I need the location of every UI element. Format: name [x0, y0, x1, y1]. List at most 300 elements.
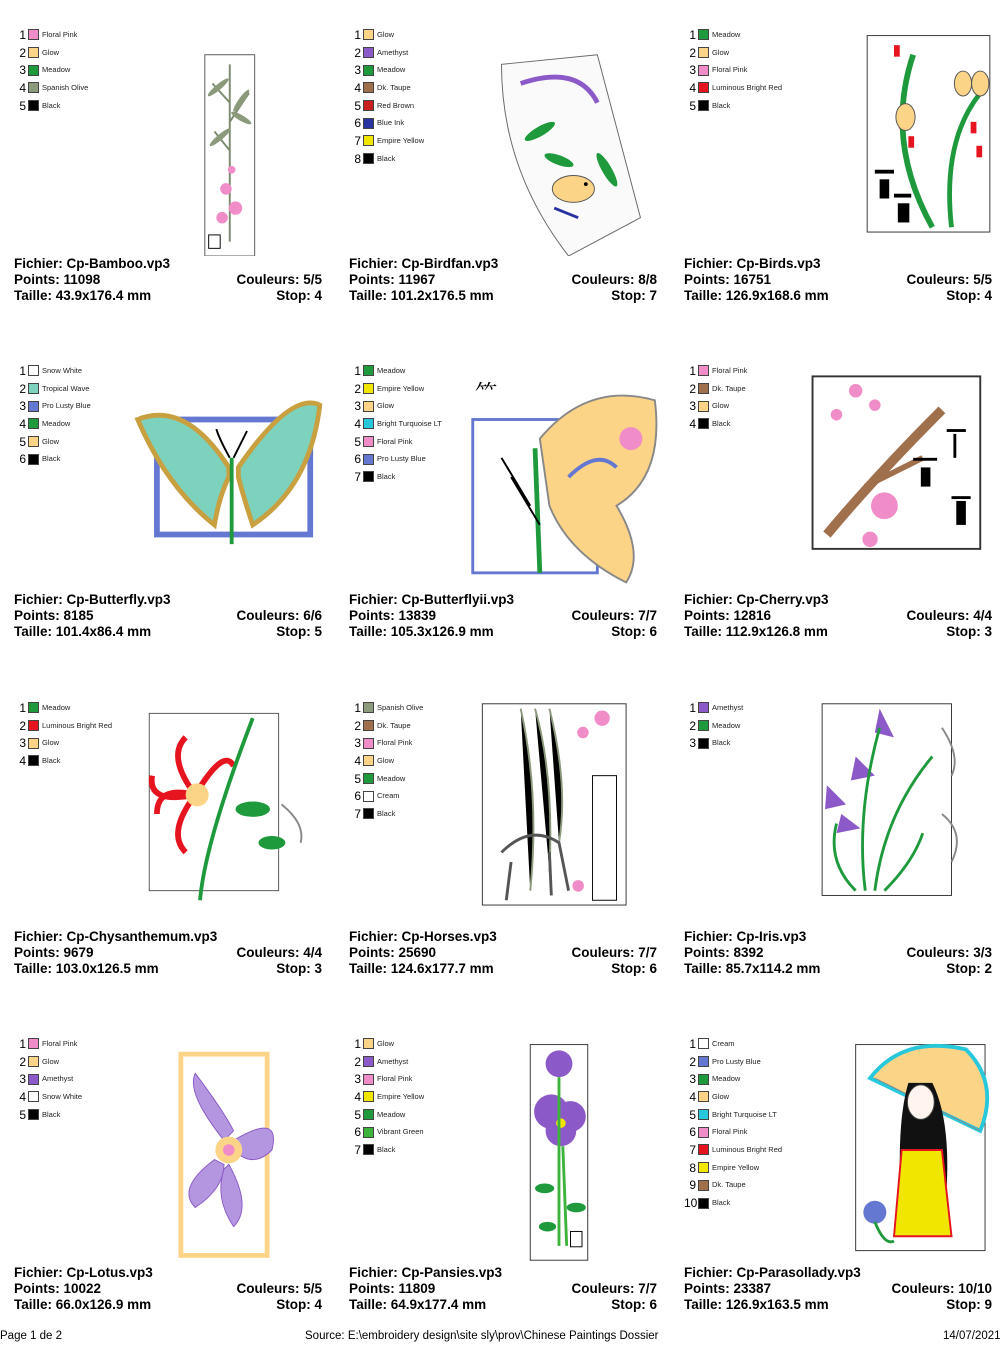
color-number: 1 [19, 700, 26, 715]
color-swatch [698, 401, 709, 412]
design-card-parasollady [684, 1035, 994, 1335]
color-swatch [698, 1109, 709, 1120]
design-info [684, 929, 992, 977]
color-number: 5 [689, 98, 696, 113]
color-swatch [363, 436, 374, 447]
color-name: Black [377, 471, 396, 481]
color-swatch [363, 29, 374, 40]
color-number: 2 [354, 381, 361, 396]
color-name: Empire Yellow [377, 383, 425, 393]
color-name: Black [42, 100, 61, 110]
color-number: 4 [354, 80, 361, 95]
color-name: Meadow [42, 65, 71, 75]
color-number: 4 [19, 1089, 26, 1104]
color-number: 3 [689, 736, 696, 751]
color-name: Dk. Taupe [377, 720, 411, 730]
color-name: Snow White [42, 1091, 83, 1101]
color-name: Meadow [377, 773, 406, 783]
color-swatch [28, 418, 39, 429]
color-name: Black [42, 454, 61, 464]
design-card-butterflyii [349, 362, 659, 662]
color-swatch [363, 791, 374, 802]
colors-count: Couleurs: 10/10 [891, 1281, 992, 1296]
design-thumbnail [124, 699, 324, 929]
color-swatch [698, 1180, 709, 1191]
design-size: Taille: 105.3x126.9 mm [349, 624, 494, 639]
stop-count: Stop: 7 [611, 288, 657, 303]
design-size: Taille: 112.9x126.8 mm [684, 624, 828, 639]
file-name: Fichier: Cp-Birdfan.vp3 [349, 256, 499, 271]
color-swatch [363, 1109, 374, 1120]
color-name: Vibrant Green [377, 1127, 424, 1137]
color-number: 4 [354, 753, 361, 768]
design-info [684, 256, 992, 304]
color-number: 1 [19, 27, 26, 42]
color-number: 5 [19, 434, 26, 449]
color-swatch [28, 100, 39, 111]
color-swatch [363, 702, 374, 713]
file-name: Fichier: Cp-Horses.vp3 [349, 929, 497, 944]
design-info [349, 592, 657, 640]
points-count: Points: 8185 [14, 608, 94, 623]
color-swatch [698, 738, 709, 749]
color-number: 6 [354, 789, 361, 804]
colors-count: Couleurs: 7/7 [571, 608, 657, 623]
color-swatch [363, 471, 374, 482]
color-swatch [363, 135, 374, 146]
color-swatch [698, 418, 709, 429]
color-number: 1 [354, 363, 361, 378]
color-name: Glow [712, 47, 730, 57]
color-number: 6 [689, 1125, 696, 1140]
color-name: Glow [377, 755, 395, 765]
design-card-lotus [14, 1035, 324, 1335]
color-number: 7 [354, 806, 361, 821]
color-swatch [363, 808, 374, 819]
color-swatch [698, 1127, 709, 1138]
source-path: Source: E:\embroidery design\site sly\prov\Chinese Paintings Dossier [305, 1330, 659, 1342]
color-number: 2 [689, 718, 696, 733]
color-swatch [28, 65, 39, 76]
color-number: 3 [354, 1072, 361, 1087]
design-card-iris [684, 699, 994, 999]
color-number: 4 [354, 416, 361, 431]
color-number: 4 [19, 416, 26, 431]
color-number: 2 [19, 1054, 26, 1069]
color-swatch [698, 702, 709, 713]
design-info [14, 929, 322, 977]
design-thumbnail [124, 1035, 324, 1265]
color-number: 1 [354, 700, 361, 715]
colors-count: Couleurs: 4/4 [906, 608, 992, 623]
color-number: 1 [354, 27, 361, 42]
color-name: Floral Pink [377, 738, 413, 748]
color-swatch [698, 1091, 709, 1102]
stop-count: Stop: 2 [946, 961, 992, 976]
design-info [14, 1265, 322, 1313]
design-size: Taille: 64.9x177.4 mm [349, 1297, 487, 1312]
color-number: 8 [354, 151, 361, 166]
design-size: Taille: 101.2x176.5 mm [349, 288, 494, 303]
color-name: Glow [42, 47, 60, 57]
color-name: Floral Pink [712, 65, 748, 75]
color-number: 2 [19, 718, 26, 733]
color-name: Meadow [377, 365, 406, 375]
design-thumbnail [459, 362, 659, 592]
colors-count: Couleurs: 6/6 [236, 608, 322, 623]
color-name: Meadow [377, 1109, 406, 1119]
design-size: Taille: 43.9x176.4 mm [14, 288, 152, 303]
color-name: Dk. Taupe [377, 82, 411, 92]
design-thumbnail [794, 26, 994, 256]
design-size: Taille: 66.0x126.9 mm [14, 1297, 152, 1312]
color-swatch [698, 82, 709, 93]
points-count: Points: 11809 [349, 1281, 436, 1296]
color-number: 3 [19, 1072, 26, 1087]
color-number: 5 [354, 98, 361, 113]
color-swatch [363, 1056, 374, 1067]
color-number: 2 [354, 45, 361, 60]
file-name: Fichier: Cp-Chysanthemum.vp3 [14, 929, 218, 944]
color-number: 7 [354, 469, 361, 484]
color-swatch [363, 65, 374, 76]
color-name: Meadow [712, 29, 741, 39]
color-number: 1 [19, 363, 26, 378]
color-number: 9 [689, 1178, 696, 1193]
design-size: Taille: 103.0x126.5 mm [14, 961, 159, 976]
color-name: Cream [377, 791, 400, 801]
color-swatch [28, 755, 39, 766]
color-number: 2 [689, 381, 696, 396]
color-number: 1 [689, 700, 696, 715]
points-count: Points: 23387 [684, 1281, 772, 1296]
color-swatch [28, 1038, 39, 1049]
color-number: 3 [19, 63, 26, 78]
color-name: Glow [377, 401, 395, 411]
color-name: Red Brown [377, 100, 415, 110]
design-info [349, 929, 657, 977]
color-number: 4 [19, 753, 26, 768]
color-name: Glow [377, 1038, 395, 1048]
color-name: Black [42, 755, 61, 765]
design-thumbnail [794, 699, 994, 929]
print-date: 14/07/2021 [943, 1330, 1001, 1342]
color-name: Empire Yellow [377, 135, 425, 145]
design-info [14, 256, 322, 304]
design-thumbnail [124, 362, 324, 592]
color-swatch [363, 383, 374, 394]
color-number: 2 [19, 45, 26, 60]
design-info [349, 256, 657, 304]
color-number: 5 [689, 1107, 696, 1122]
design-card-bamboo [14, 26, 324, 326]
color-number: 2 [689, 45, 696, 60]
color-name: Spanish Olive [42, 82, 89, 92]
color-name: Blue Ink [377, 118, 405, 128]
color-swatch [363, 82, 374, 93]
color-name: Floral Pink [377, 436, 413, 446]
color-swatch [28, 1074, 39, 1085]
page-number: Page 1 de 2 [0, 1330, 63, 1342]
color-number: 3 [354, 399, 361, 414]
design-card-birdfan [349, 26, 659, 326]
color-swatch [363, 720, 374, 731]
design-thumbnail [459, 1035, 659, 1265]
design-thumbnail [794, 1035, 994, 1265]
color-number: 1 [689, 363, 696, 378]
color-swatch [28, 702, 39, 713]
color-swatch [363, 365, 374, 376]
color-swatch [698, 1056, 709, 1067]
color-number: 3 [19, 736, 26, 751]
points-count: Points: 12816 [684, 608, 772, 623]
color-swatch [363, 118, 374, 129]
color-swatch [363, 153, 374, 164]
color-number: 4 [354, 1089, 361, 1104]
color-name: Pro Lusty Blue [377, 454, 426, 464]
color-name: Meadow [42, 702, 71, 712]
color-number: 2 [19, 381, 26, 396]
color-name: Bright Turquoise LT [377, 418, 442, 428]
color-swatch [698, 29, 709, 40]
color-name: Dk. Taupe [712, 1180, 746, 1190]
points-count: Points: 10022 [14, 1281, 102, 1296]
stop-count: Stop: 3 [276, 961, 322, 976]
design-thumbnail [794, 362, 994, 592]
color-swatch [363, 755, 374, 766]
color-name: Floral Pink [712, 1127, 748, 1137]
stop-count: Stop: 5 [276, 624, 322, 639]
color-number: 8 [689, 1160, 696, 1175]
color-name: Floral Pink [377, 1074, 413, 1084]
design-card-horses [349, 699, 659, 999]
points-count: Points: 9679 [14, 945, 94, 960]
color-swatch [28, 29, 39, 40]
design-card-birds [684, 26, 994, 326]
color-number: 3 [689, 399, 696, 414]
color-name: Black [712, 100, 731, 110]
color-number: 4 [689, 416, 696, 431]
color-name: Glow [377, 29, 395, 39]
color-swatch [698, 1074, 709, 1085]
color-number: 1 [354, 1036, 361, 1051]
color-swatch [363, 418, 374, 429]
color-swatch [363, 401, 374, 412]
file-name: Fichier: Cp-Lotus.vp3 [14, 1265, 153, 1280]
color-number: 3 [689, 1072, 696, 1087]
file-name: Fichier: Cp-Iris.vp3 [684, 929, 807, 944]
colors-count: Couleurs: 7/7 [571, 945, 657, 960]
stop-count: Stop: 4 [276, 1297, 322, 1312]
file-name: Fichier: Cp-Parasollady.vp3 [684, 1265, 861, 1280]
color-name: Floral Pink [712, 365, 748, 375]
points-count: Points: 13839 [349, 608, 437, 623]
file-name: Fichier: Cp-Butterflyii.vp3 [349, 592, 515, 607]
color-name: Empire Yellow [377, 1091, 425, 1101]
color-name: Luminous Bright Red [712, 1144, 783, 1154]
color-swatch [363, 47, 374, 58]
color-name: Amethyst [42, 1074, 74, 1084]
color-name: Black [712, 1198, 731, 1208]
color-swatch [698, 1144, 709, 1155]
points-count: Points: 16751 [684, 272, 772, 287]
color-name: Glow [42, 738, 60, 748]
design-size: Taille: 126.9x168.6 mm [684, 288, 829, 303]
color-name: Black [42, 1109, 61, 1119]
color-number: 6 [354, 452, 361, 467]
color-number: 4 [19, 80, 26, 95]
color-swatch [28, 720, 39, 731]
color-number: 4 [689, 1089, 696, 1104]
color-name: Glow [42, 436, 60, 446]
color-number: 2 [354, 1054, 361, 1069]
design-info [349, 1265, 657, 1313]
design-info [684, 1265, 992, 1313]
color-swatch [698, 100, 709, 111]
color-swatch [28, 365, 39, 376]
design-card-chrysanthemum [14, 699, 324, 999]
color-name: Glow [42, 1056, 60, 1066]
color-name: Spanish Olive [377, 702, 424, 712]
color-number: 5 [19, 1107, 26, 1122]
design-card-butterfly [14, 362, 324, 662]
design-size: Taille: 126.9x163.5 mm [684, 1297, 829, 1312]
colors-count: Couleurs: 8/8 [571, 272, 657, 287]
file-name: Fichier: Cp-Butterfly.vp3 [14, 592, 171, 607]
color-swatch [698, 1162, 709, 1173]
color-number: 6 [354, 1125, 361, 1140]
color-number: 6 [354, 116, 361, 131]
stop-count: Stop: 6 [611, 1297, 657, 1312]
stop-count: Stop: 9 [946, 1297, 992, 1312]
color-number: 3 [689, 63, 696, 78]
color-swatch [698, 1198, 709, 1209]
color-name: Glow [712, 401, 730, 411]
design-size: Taille: 124.6x177.7 mm [349, 961, 494, 976]
color-name: Amethyst [712, 702, 744, 712]
color-swatch [363, 738, 374, 749]
design-card-pansies [349, 1035, 659, 1335]
color-name: Tropical Wave [42, 383, 90, 393]
design-thumbnail [459, 699, 659, 929]
file-name: Fichier: Cp-Pansies.vp3 [349, 1265, 503, 1280]
color-number: 10 [684, 1196, 698, 1211]
stop-count: Stop: 6 [611, 961, 657, 976]
color-number: 3 [19, 399, 26, 414]
stop-count: Stop: 6 [611, 624, 657, 639]
colors-count: Couleurs: 3/3 [906, 945, 992, 960]
color-name: Floral Pink [42, 1038, 78, 1048]
colors-count: Couleurs: 5/5 [236, 272, 322, 287]
color-swatch [28, 738, 39, 749]
color-name: Dk. Taupe [712, 383, 746, 393]
design-thumbnail [459, 26, 659, 256]
color-number: 5 [354, 434, 361, 449]
color-name: Floral Pink [42, 29, 78, 39]
color-swatch [698, 47, 709, 58]
color-number: 1 [19, 1036, 26, 1051]
color-name: Pro Lusty Blue [42, 401, 91, 411]
color-swatch [363, 100, 374, 111]
colors-count: Couleurs: 4/4 [236, 945, 322, 960]
color-number: 3 [354, 736, 361, 751]
file-name: Fichier: Cp-Cherry.vp3 [684, 592, 829, 607]
svg-text:⺮: ⺮ [474, 379, 498, 406]
design-size: Taille: 101.4x86.4 mm [14, 624, 152, 639]
design-size: Taille: 85.7x114.2 mm [684, 961, 821, 976]
color-swatch [363, 1091, 374, 1102]
points-count: Points: 8392 [684, 945, 764, 960]
color-name: Meadow [712, 720, 741, 730]
color-number: 3 [354, 63, 361, 78]
color-name: Snow White [42, 365, 83, 375]
color-swatch [698, 65, 709, 76]
color-name: Meadow [712, 1074, 741, 1084]
color-swatch [363, 1038, 374, 1049]
color-number: 7 [354, 133, 361, 148]
color-swatch [698, 720, 709, 731]
color-name: Luminous Bright Red [712, 82, 783, 92]
color-swatch [363, 773, 374, 784]
design-info [684, 592, 992, 640]
color-swatch [28, 1109, 39, 1120]
color-number: 5 [354, 1107, 361, 1122]
points-count: Points: 11098 [14, 272, 101, 287]
color-name: Luminous Bright Red [42, 720, 113, 730]
color-name: Glow [712, 1091, 730, 1101]
design-info [14, 592, 322, 640]
color-swatch [28, 401, 39, 412]
color-number: 5 [354, 771, 361, 786]
color-swatch [363, 1127, 374, 1138]
color-name: Black [712, 738, 731, 748]
stop-count: Stop: 4 [276, 288, 322, 303]
color-swatch [28, 454, 39, 465]
color-swatch [363, 454, 374, 465]
stop-count: Stop: 3 [946, 624, 992, 639]
color-number: 2 [354, 718, 361, 733]
colors-count: Couleurs: 5/5 [236, 1281, 322, 1296]
color-name: Black [712, 418, 731, 428]
color-name: Black [377, 1144, 396, 1154]
color-number: 1 [689, 27, 696, 42]
color-number: 4 [689, 80, 696, 95]
color-swatch [698, 383, 709, 394]
colors-count: Couleurs: 7/7 [571, 1281, 657, 1296]
color-name: Cream [712, 1038, 735, 1048]
color-number: 7 [689, 1142, 696, 1157]
color-swatch [28, 383, 39, 394]
design-card-cherry [684, 362, 994, 662]
color-swatch [698, 365, 709, 376]
color-name: Pro Lusty Blue [712, 1056, 761, 1066]
color-number: 7 [354, 1142, 361, 1157]
design-thumbnail [124, 26, 324, 256]
color-name: Amethyst [377, 47, 409, 57]
color-name: Meadow [42, 418, 71, 428]
color-swatch [363, 1074, 374, 1085]
color-number: 5 [19, 98, 26, 113]
color-name: Meadow [377, 65, 406, 75]
color-swatch [28, 436, 39, 447]
color-swatch [28, 82, 39, 93]
color-name: Black [377, 808, 396, 818]
stop-count: Stop: 4 [946, 288, 992, 303]
color-swatch [698, 1038, 709, 1049]
color-swatch [363, 1144, 374, 1155]
color-swatch [28, 47, 39, 58]
color-name: Black [377, 153, 396, 163]
